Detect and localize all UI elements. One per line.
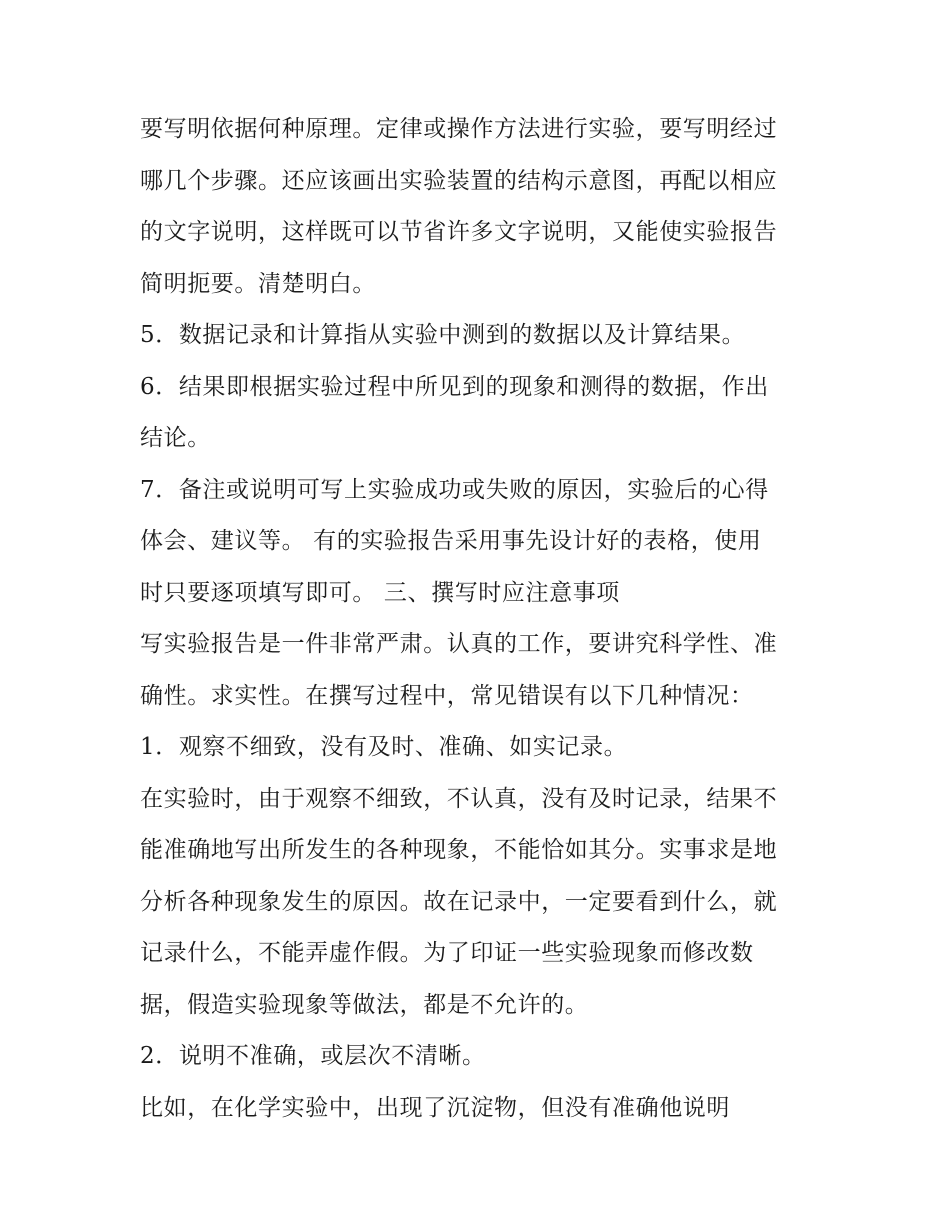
text-line: 记录什么，不能弄虚作假。为了印证一些实验现象而修改数 [140, 940, 754, 966]
text-line: 在实验时，由于观察不细致，不认真，没有及时记录，结果不 [140, 785, 778, 812]
text-line: 5．数据记录和计算指从实验中测到的数据以及计算结果。 [140, 322, 746, 348]
text-line: 哪几个步骤。还应该画出实验装置的结构示意图，再配以相应 [140, 167, 778, 194]
text-line: 分析各种现象发生的原因。故在记录中，一定要看到什么，就 [140, 888, 778, 915]
text-line: 7．备注或说明可写上实验成功或失败的原因，实验后的心得 [140, 476, 769, 503]
text-line: 体会、建议等。 有的实验报告采用事先设计好的表格，使用 [140, 528, 762, 554]
text-line: 简明扼要。清楚明白。 [140, 270, 376, 297]
text-line: 1．观察不细致，没有及时、准确、如实记录。 [140, 734, 628, 760]
text-line: 2．说明不准确，或层次不清晰。 [140, 1043, 486, 1069]
text-line: 能准确地写出所发生的各种现象，不能恰如其分。实事求是地 [140, 837, 778, 863]
text-line: 时只要逐项填写即可。 三、撰写时应注意事项 [140, 579, 620, 606]
document-body [140, 104, 820, 1134]
text-line: 据，假造实验现象等做法，都是不允许的。 [140, 991, 589, 1018]
text-line: 比如，在化学实验中，出现了沉淀物，但没有准确他说明 [140, 1094, 730, 1121]
text-line: 6．结果即根据实验过程中所见到的现象和测得的数据，作出 [140, 373, 769, 400]
text-line: 确性。求实性。在撰写过程中，常见错误有以下几种情况： [140, 682, 754, 709]
text-line: 要写明依据何种原理。定律或操作方法进行实验，要写明经过 [140, 116, 778, 142]
text-line: 写实验报告是一件非常严肃。认真的工作，要讲究科学性、准 [140, 631, 778, 657]
text-line: 的文字说明，这样既可以节省许多文字说明，又能使实验报告 [140, 219, 778, 245]
text-line: 结论。 [140, 425, 211, 451]
